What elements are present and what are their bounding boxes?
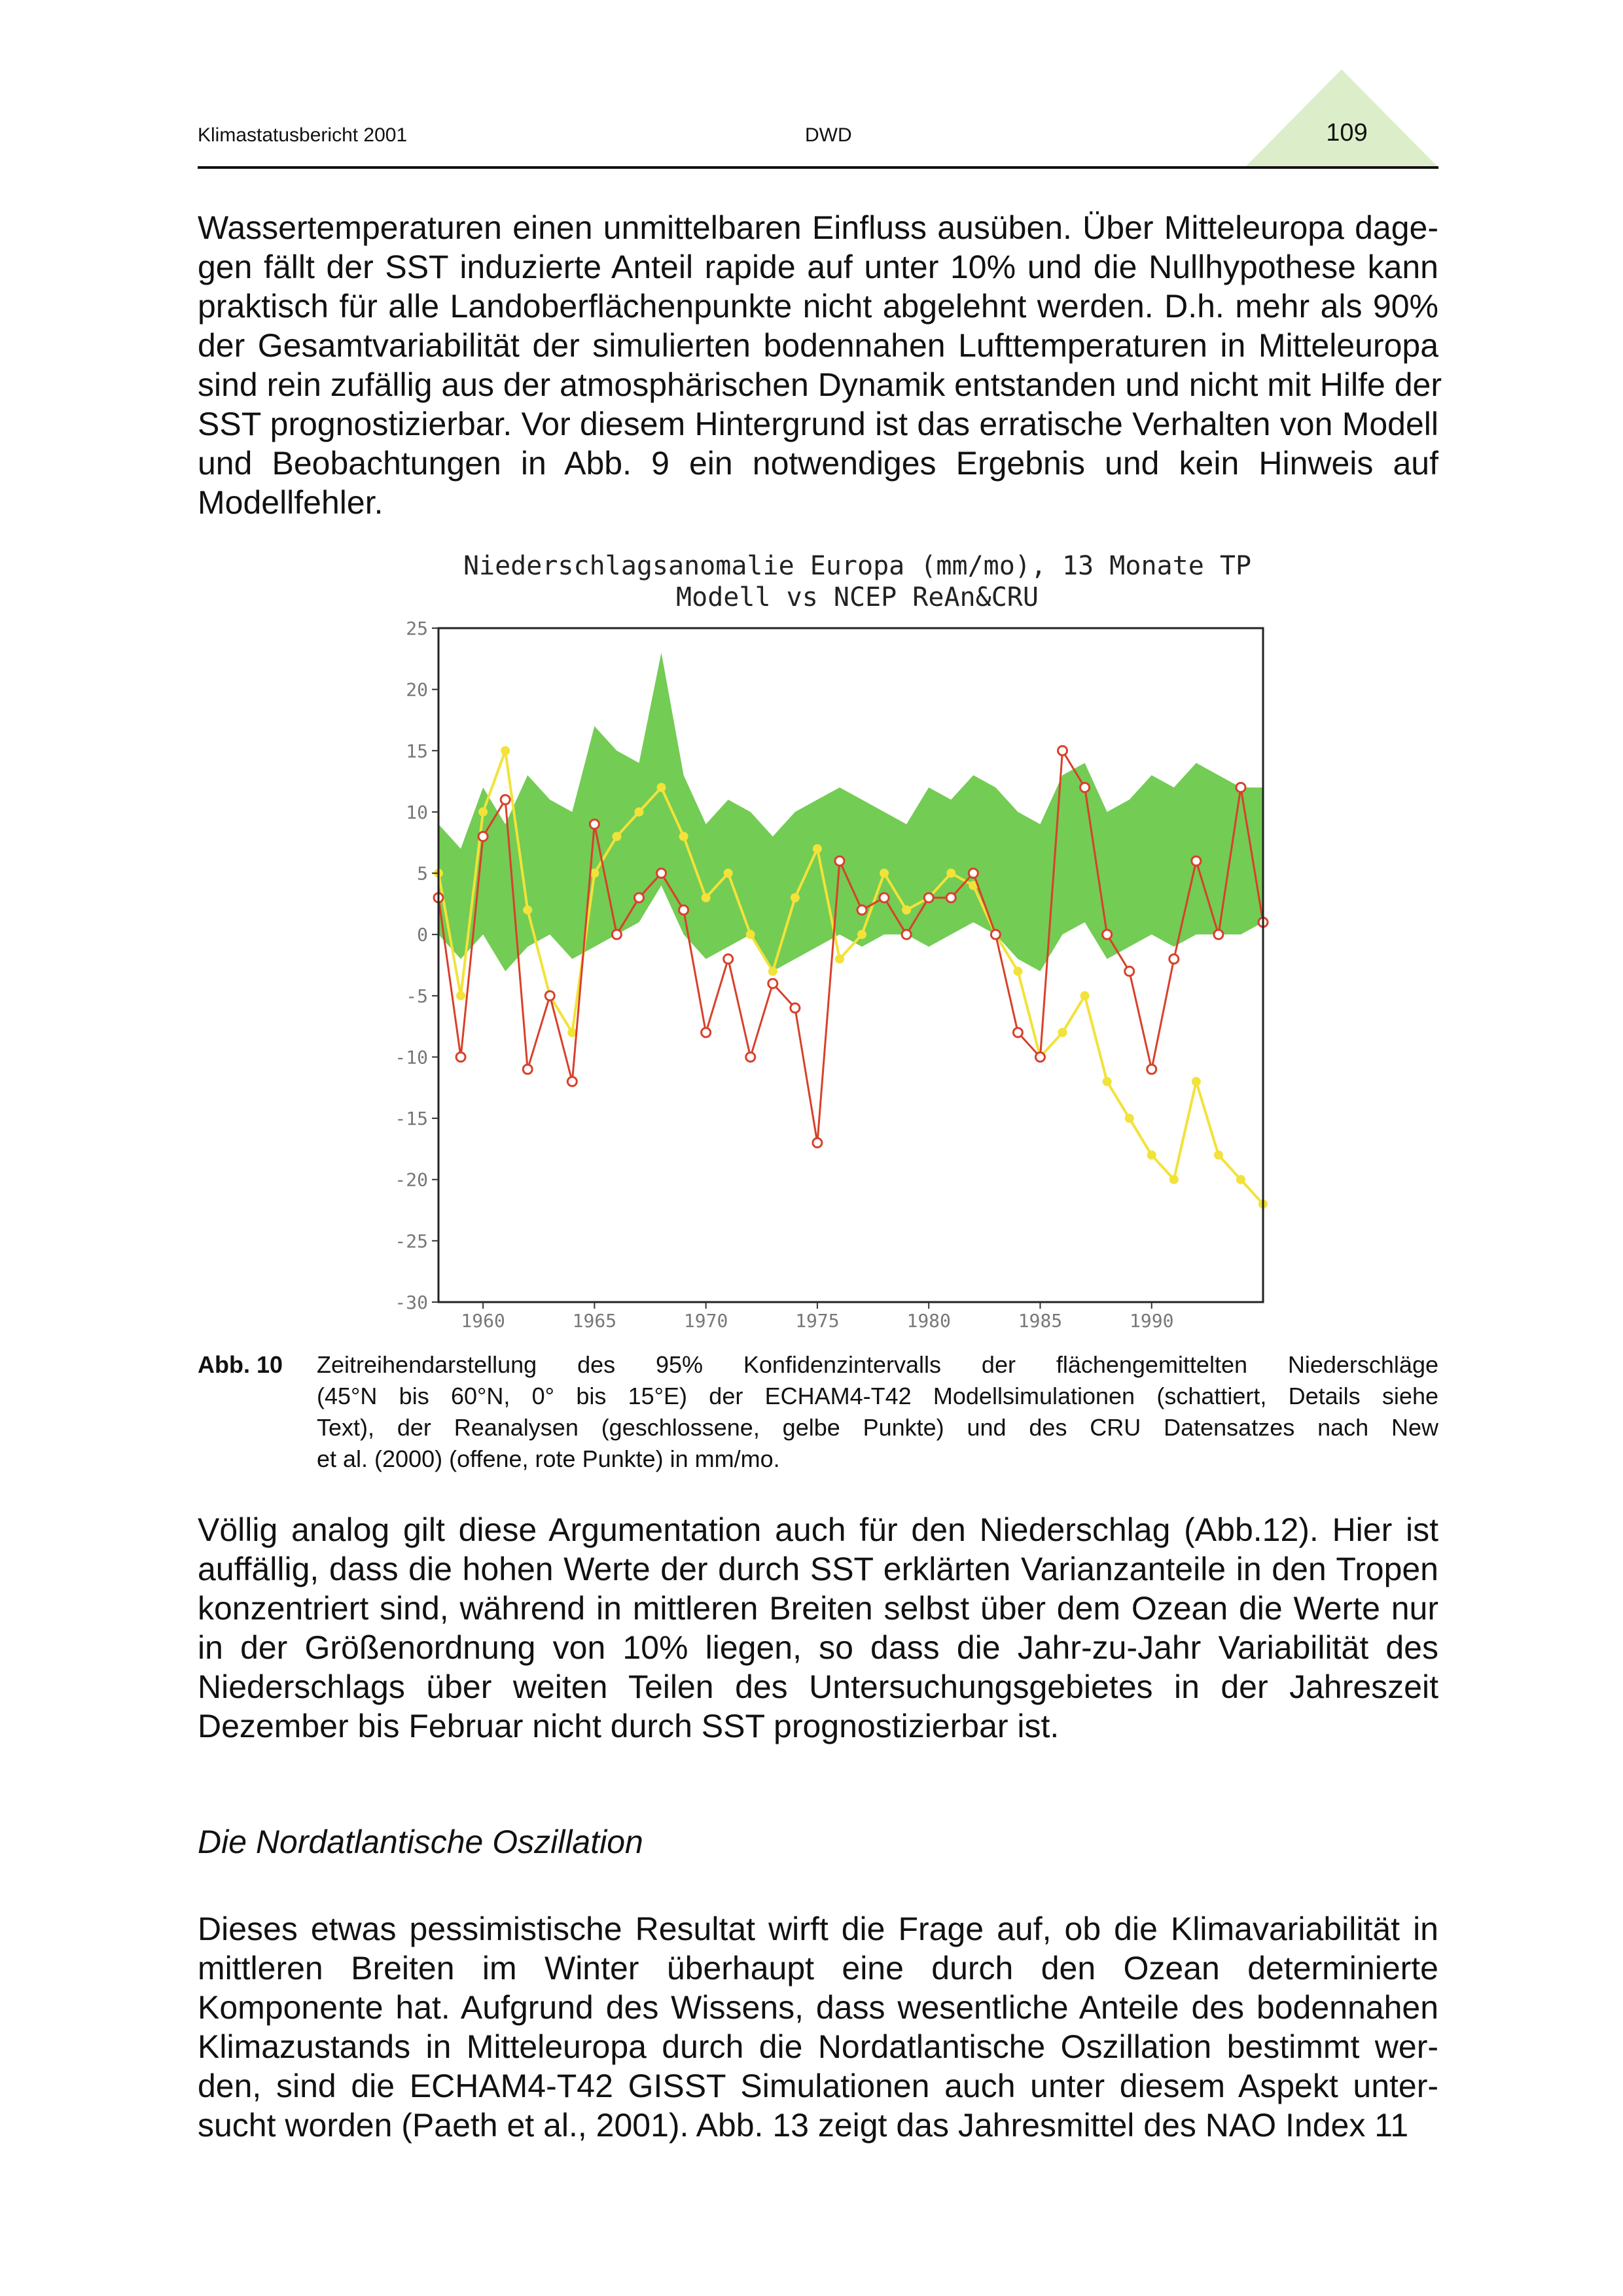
- model-confidence-band: [438, 652, 1263, 971]
- caption-line: Text), der Reanalysen (geschlossene, gelbe Punkte) und des CRU Datensatzes nach New: [317, 1414, 1438, 1441]
- cru-point: [746, 1052, 755, 1061]
- text-line: den, sind die ECHAM4-T42 GISST Simulationen auch unter diesem Aspekt unter-: [198, 2068, 1438, 2104]
- reanalysis-point: [1103, 1077, 1112, 1086]
- reanalysis-point: [456, 991, 465, 1000]
- text-line: Niederschlags über weiten Teilen des Untersuchungsgebietes in der Jahreszeit: [198, 1669, 1438, 1705]
- paragraph-3: [198, 1909, 1438, 2145]
- cru-point: [567, 1077, 577, 1086]
- cru-point: [813, 1139, 822, 1148]
- x-tick-label: 1965: [572, 1310, 617, 1328]
- reanalysis-point: [1058, 1028, 1067, 1037]
- x-tick-label: 1960: [461, 1310, 505, 1328]
- reanalysis-point: [523, 906, 532, 915]
- cru-point: [679, 906, 688, 915]
- reanalysis-point: [1080, 991, 1090, 1000]
- cru-point: [1035, 1052, 1044, 1061]
- cru-point: [1147, 1065, 1156, 1074]
- y-tick-label: 5: [417, 862, 428, 885]
- text-line: konzentriert sind, während in mittleren Breiten selbst über dem Ozean die Werte nur: [198, 1590, 1438, 1627]
- reanalysis-point: [679, 832, 688, 841]
- cru-point: [835, 857, 844, 866]
- y-tick-label: 20: [406, 679, 428, 701]
- text-line: in der Größenordnung von 10% liegen, so dass die Jahr-zu-Jahr Variabilität des: [198, 1629, 1438, 1666]
- cru-point: [1103, 930, 1112, 939]
- cru-point: [1080, 783, 1090, 792]
- y-tick-label: 15: [406, 740, 428, 762]
- reanalysis-point: [1192, 1077, 1201, 1086]
- text-line: mittleren Breiten im Winter überhaupt eine durch den Ozean determinierte: [198, 1950, 1438, 1987]
- reanalysis-point: [702, 893, 711, 902]
- reanalysis-point: [1169, 1175, 1179, 1184]
- cru-point: [857, 906, 866, 915]
- cru-point: [1169, 955, 1179, 964]
- cru-point: [523, 1065, 532, 1074]
- reanalysis-point: [746, 930, 755, 939]
- reanalysis-point: [857, 930, 866, 939]
- text-line: und Beobachtungen in Abb. 9 ein notwendiges Ergebnis und kein Hinweis auf: [198, 445, 1438, 482]
- text-line: der Gesamtvariabilität der simulierten bodennahen Lufttemperaturen in Mitteleuropa: [198, 327, 1438, 364]
- text-line: Völlig analog gilt diese Argumentation auch für den Niederschlag (Abb.12). Hier ist: [198, 1511, 1438, 1548]
- paragraph-2: [198, 1510, 1438, 1746]
- reanalysis-point: [835, 955, 844, 964]
- reanalysis-point: [1214, 1150, 1223, 1159]
- x-tick-label: 1985: [1018, 1310, 1063, 1328]
- reanalysis-point: [478, 807, 488, 817]
- page-number: 109: [1326, 119, 1368, 147]
- cru-point: [1125, 966, 1134, 976]
- reanalysis-point: [946, 869, 955, 878]
- reanalysis-point: [902, 906, 911, 915]
- chart-subtitle: Modell vs NCEP ReAn&CRU: [676, 582, 1039, 612]
- text-line: Dezember bis Februar nicht durch SST prognostizierbar ist.: [198, 1708, 1060, 1744]
- text-line: Dieses etwas pessimistische Resultat wirft die Frage auf, ob die Klimavariabilität in: [198, 1911, 1438, 1947]
- caption-line: et al. (2000) (offene, rote Punkte) in mm/mo.: [317, 1445, 780, 1472]
- text-line: gen fällt der SST induzierte Anteil rapide auf unter 10% und die Nullhypothese kann: [198, 249, 1438, 285]
- y-tick-label: -10: [395, 1046, 428, 1069]
- text-line: praktisch für alle Landoberflächenpunkte nicht abgelehnt werden. D.h. mehr als 90%: [198, 288, 1438, 325]
- reanalysis-point: [657, 783, 666, 792]
- chart-title: Niederschlagsanomalie Europa (mm/mo), 13 Monate TP: [463, 551, 1252, 581]
- section-heading: Die Nordatlantische Oszillation: [198, 1824, 643, 1860]
- reanalysis-point: [813, 844, 822, 853]
- reanalysis-point: [634, 807, 643, 817]
- cru-point: [1013, 1028, 1022, 1037]
- x-tick-label: 1990: [1130, 1310, 1174, 1328]
- cru-point: [478, 832, 488, 841]
- reanalysis-point: [880, 869, 889, 878]
- y-tick-label: -25: [395, 1230, 428, 1252]
- reanalysis-point: [1013, 966, 1022, 976]
- text-line: sind rein zufällig aus der atmosphärischen Dynamik entstanden und nicht mit Hilfe der: [198, 366, 1442, 403]
- cru-point: [924, 893, 933, 902]
- header-rule: [198, 166, 1438, 169]
- cru-point: [545, 991, 554, 1000]
- running-header-title: Klimastatusbericht 2001: [198, 124, 408, 146]
- cru-point: [902, 930, 911, 939]
- precipitation-anomaly-chart: [386, 543, 1276, 1328]
- cru-point: [768, 979, 777, 988]
- cru-point: [702, 1028, 711, 1037]
- x-tick-label: 1970: [683, 1310, 728, 1328]
- y-tick-label: -5: [406, 985, 428, 1007]
- reanalysis-point: [612, 832, 621, 841]
- cru-point: [880, 893, 889, 902]
- reanalysis-point: [768, 966, 777, 976]
- cru-point: [791, 1004, 800, 1013]
- cru-point: [1192, 857, 1201, 866]
- text-line: sucht worden (Paeth et al., 2001). Abb. 13 zeigt das Jahresmittel des NAO Index 11: [198, 2107, 1409, 2144]
- reanalysis-point: [1147, 1150, 1156, 1159]
- reanalysis-point: [1125, 1114, 1134, 1123]
- text-line: Komponente hat. Aufgrund des Wissens, dass wesentliche Anteile des bodennahen: [198, 1989, 1438, 2026]
- y-tick-label: -30: [395, 1292, 428, 1313]
- y-tick-label: -15: [395, 1108, 428, 1130]
- reanalysis-point: [791, 893, 800, 902]
- plot-frame: [438, 628, 1263, 1302]
- cru-point: [991, 930, 1000, 939]
- text-line: Wassertemperaturen einen unmittelbaren Einfluss ausüben. Über Mitteleuropa dage-: [198, 209, 1438, 246]
- cru-point: [456, 1052, 465, 1061]
- reanalysis-point: [1236, 1175, 1245, 1184]
- cru-point: [501, 795, 510, 804]
- text-line: Modellfehler.: [198, 484, 383, 521]
- text-line: auffällig, dass die hohen Werte der durch SST erklärten Varianzanteile in den Tropen: [198, 1551, 1438, 1587]
- cru-point: [969, 869, 978, 878]
- reanalysis-point: [501, 746, 510, 755]
- y-tick-label: -20: [395, 1169, 428, 1191]
- caption-text: [317, 1349, 1438, 1475]
- cru-point: [612, 930, 621, 939]
- x-tick-label: 1980: [906, 1310, 951, 1328]
- caption-line: (45°N bis 60°N, 0° bis 15°E) der ECHAM4-T42 Modellsimulationen (schattiert, Details siehe: [317, 1383, 1438, 1409]
- x-tick-label: 1975: [795, 1310, 840, 1328]
- text-line: SST prognostizierbar. Vor diesem Hintergrund ist das erratische Verhalten von Modell: [198, 406, 1438, 442]
- reanalysis-point: [724, 869, 733, 878]
- cru-point: [634, 893, 643, 902]
- cru-point: [590, 820, 599, 829]
- cru-point: [946, 893, 955, 902]
- cru-point: [1236, 783, 1245, 792]
- caption-line: Zeitreihendarstellung des 95% Konfidenzintervalls der flächengemittelten Niederschläge: [317, 1351, 1438, 1378]
- cru-point: [1214, 930, 1223, 939]
- text-line: Klimazustands in Mitteleuropa durch die Nordatlantische Oszillation bestimmt wer-: [198, 2028, 1438, 2065]
- cru-point: [657, 869, 666, 878]
- caption-label: Abb. 10: [198, 1351, 283, 1378]
- cru-point: [1058, 746, 1067, 755]
- cru-point: [724, 955, 733, 964]
- y-tick-label: 10: [406, 801, 428, 823]
- y-tick-label: 25: [406, 618, 428, 639]
- running-header-publisher: DWD: [805, 124, 852, 146]
- y-tick-label: 0: [417, 924, 428, 946]
- paragraph-1: [198, 208, 1442, 522]
